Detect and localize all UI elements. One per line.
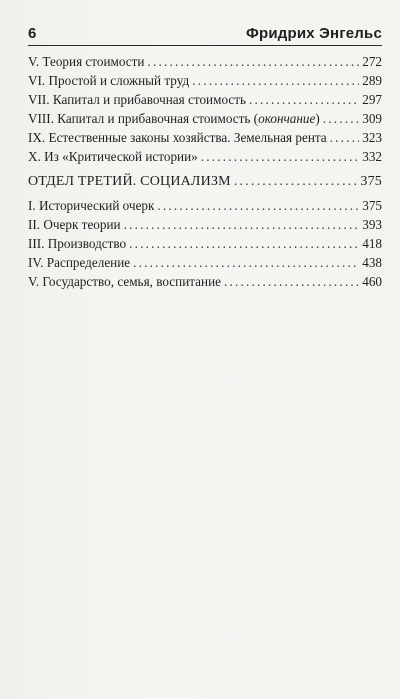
toc-entry	[28, 128, 382, 147]
toc-leader-dots	[323, 109, 359, 128]
toc-entry-page: 332	[362, 149, 382, 164]
toc-entry-page: 418	[362, 236, 382, 251]
toc-entry-page: 309	[362, 111, 382, 126]
toc-entry-title-close: )	[315, 111, 320, 126]
toc-entry	[28, 215, 382, 234]
toc-entry	[28, 90, 382, 109]
toc-entry-page: 393	[362, 217, 382, 232]
toc-entry-title-main: VIII. Капитал и прибавочная стоимость (	[28, 111, 259, 126]
toc-entry	[28, 147, 382, 166]
toc-leader-dots	[157, 196, 359, 215]
page-number: 6	[28, 25, 37, 42]
toc-entry-page: 272	[362, 54, 382, 69]
toc-entry-title: III. Производство	[28, 236, 127, 251]
toc-entry-page: 297	[362, 92, 382, 107]
toc-leader-dots	[330, 128, 360, 147]
toc-entry-title-italic: окончание	[258, 111, 316, 126]
toc-leader-dots	[201, 147, 359, 166]
toc-leader-dots	[129, 234, 359, 253]
toc-entry-title: VII. Капитал и прибавочная стоимость	[28, 92, 246, 107]
header-rule	[28, 45, 382, 46]
toc-entry-title: I. Исторический очерк	[28, 198, 155, 213]
toc-entry	[28, 52, 382, 71]
toc-part-heading	[28, 172, 382, 191]
toc-entry	[28, 196, 382, 215]
toc-leader-dots	[234, 172, 358, 191]
toc-entry	[28, 71, 382, 90]
toc-entry-page: 323	[362, 130, 382, 145]
toc-leader-dots	[192, 71, 359, 90]
toc-leader-dots	[224, 272, 359, 291]
toc-entry	[28, 172, 382, 191]
toc-entry-page: 460	[362, 274, 382, 289]
toc-leader-dots	[249, 90, 359, 109]
toc-entry-title	[28, 109, 320, 128]
toc-entry-page: 438	[362, 255, 382, 270]
toc-entry-title: V. Государство, семья, воспитание	[28, 274, 221, 289]
running-title-author: Фридрих Энгельс	[245, 25, 382, 42]
toc-entry-title: II. Очерк теории	[28, 217, 121, 232]
part-heading-page: 375	[360, 174, 382, 189]
toc-entry	[28, 253, 382, 272]
part-heading-title: ОТДЕЛ ТРЕТИЙ. СОЦИАЛИЗМ	[28, 174, 231, 189]
toc-leader-dots	[124, 215, 360, 234]
toc-entry-title: VI. Простой и сложный труд	[28, 73, 190, 88]
toc-entry-title: V. Теория стоимости	[28, 54, 145, 69]
toc-section-part-three	[28, 196, 382, 291]
toc-entry-page: 289	[362, 73, 382, 88]
toc-leader-dots	[147, 52, 359, 71]
toc-entry	[28, 234, 382, 253]
toc-entry-title: IV. Распределение	[28, 255, 131, 270]
toc-entry-page: 375	[362, 198, 382, 213]
toc-entry-title: X. Из «Критической истории»	[28, 149, 198, 164]
toc-entry-title: IX. Естественные законы хозяйства. Земельная рента	[28, 130, 327, 145]
toc-section-part-two-end	[28, 52, 382, 166]
toc-entry	[28, 109, 382, 128]
toc-entry	[28, 272, 382, 291]
toc-leader-dots	[133, 253, 359, 272]
running-header	[28, 20, 382, 42]
